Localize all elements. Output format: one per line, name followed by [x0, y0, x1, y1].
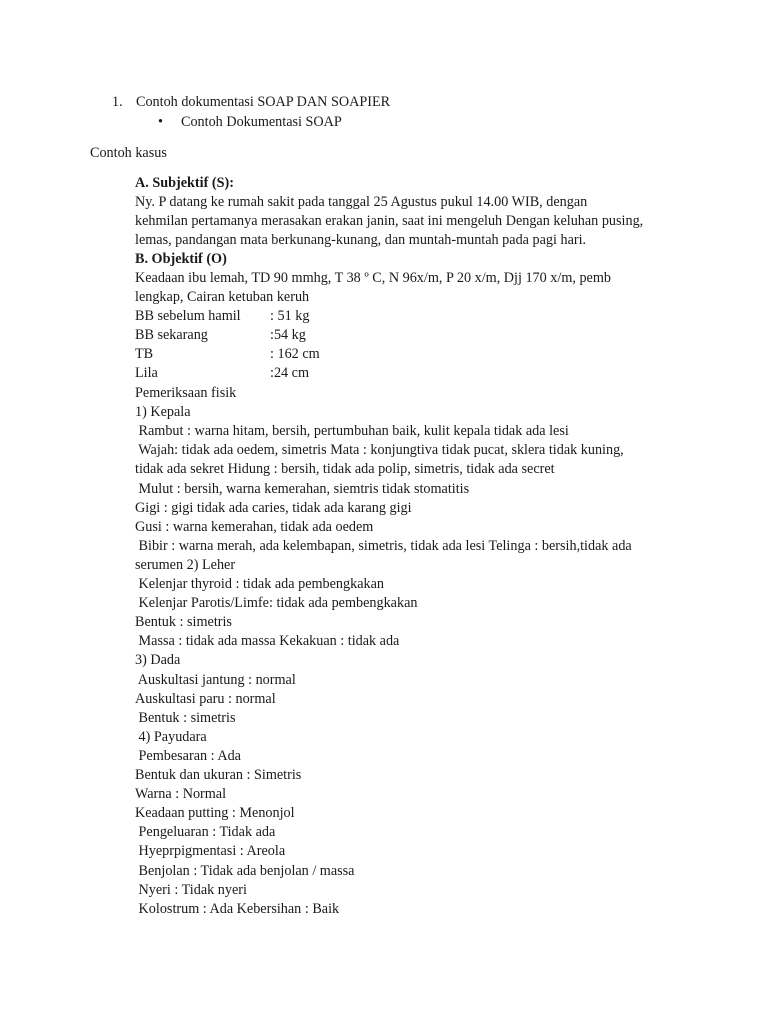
section-heading: Contoh dokumentasi SOAP DAN SOAPIER [136, 94, 391, 110]
measure-value: : 51 kg [270, 308, 310, 324]
exam-line: Bibir : warna merah, ada kelembapan, simetris, tidak ada lesi Telinga : bersih,tidak ada [135, 538, 632, 554]
bullet-icon: • [158, 114, 163, 130]
exam-line: Kelenjar Parotis/Limfe: tidak ada pembengkakan [135, 595, 418, 611]
subjektif-line: Ny. P datang ke rumah sakit pada tanggal 25 Agustus pukul 14.00 WIB, dengan [135, 194, 588, 210]
measure-label: Lila [135, 365, 158, 381]
objektif-title: B. Objektif (O) [135, 251, 227, 267]
exam-line: 1) Kepala [135, 404, 191, 420]
subjektif-title: A. Subjektif (S): [135, 175, 234, 191]
exam-line: Pengeluaran : Tidak ada [135, 824, 276, 840]
exam-line: Bentuk : simetris [135, 614, 232, 630]
exam-line: Pembesaran : Ada [135, 748, 241, 764]
exam-line: Bentuk : simetris [135, 710, 236, 726]
exam-line: Keadaan putting : Menonjol [135, 805, 295, 821]
exam-line: Gusi : warna kemerahan, tidak ada oedem [135, 519, 374, 535]
exam-line: Bentuk dan ukuran : Simetris [135, 767, 302, 783]
measure-row [135, 326, 208, 345]
exam-line: 3) Dada [135, 652, 181, 668]
exam-line: Rambut : warna hitam, bersih, pertumbuhan baik, kulit kepala tidak ada lesi [135, 423, 569, 439]
exam-line: Auskultasi jantung : normal [135, 672, 296, 688]
exam-line: Pemeriksaan fisik [135, 385, 237, 401]
measure-label: BB sekarang [135, 327, 208, 343]
exam-line: 4) Payudara [135, 729, 207, 745]
measure-label: BB sebelum hamil [135, 308, 241, 324]
exam-line: serumen 2) Leher [135, 557, 236, 573]
list-number: 1. [112, 94, 123, 110]
exam-line: Nyeri : Tidak nyeri [135, 882, 247, 898]
measure-value: : 162 cm [270, 346, 320, 362]
exam-line: Hyeprpigmentasi : Areola [135, 843, 286, 859]
exam-line: tidak ada sekret Hidung : bersih, tidak ada polip, simetris, tidak ada secret [135, 461, 555, 477]
measure-value: :24 cm [270, 365, 310, 381]
exam-line: Benjolan : Tidak ada benjolan / massa [135, 863, 355, 879]
measure-row [135, 345, 153, 364]
objektif-line: lengkap, Cairan ketuban keruh [135, 289, 310, 305]
subjektif-line: kehmilan pertamanya merasakan erakan janin, saat ini mengeluh Dengan keluhan pusing, [135, 213, 644, 229]
exam-line: Gigi : gigi tidak ada caries, tidak ada karang gigi [135, 500, 412, 516]
measure-label: TB [135, 346, 154, 362]
exam-line: Auskultasi paru : normal [135, 691, 276, 707]
exam-line: Massa : tidak ada massa Kekakuan : tidak ada [135, 633, 400, 649]
case-label: Contoh kasus [90, 145, 167, 161]
exam-line: Kolostrum : Ada Kebersihan : Baik [135, 901, 340, 917]
measure-row [135, 364, 158, 383]
exam-line: Wajah: tidak ada oedem, simetris Mata : konjungtiva tidak pucat, sklera tidak kuning, [135, 442, 624, 458]
subjektif-line: lemas, pandangan mata berkunang-kunang, dan muntah-muntah pada pagi hari. [135, 232, 587, 248]
objektif-line: Keadaan ibu lemah, TD 90 mmhg, T 38 º C, N 96x/m, P 20 x/m, Djj 170 x/m, pemb [135, 270, 611, 286]
section-subheading: Contoh Dokumentasi SOAP [181, 114, 342, 130]
measure-value: :54 kg [270, 327, 306, 343]
exam-line: Mulut : bersih, warna kemerahan, siemtris tidak stomatitis [135, 481, 470, 497]
exam-line: Warna : Normal [135, 786, 227, 802]
exam-line: Kelenjar thyroid : tidak ada pembengkakan [135, 576, 384, 592]
measure-row [135, 307, 241, 326]
